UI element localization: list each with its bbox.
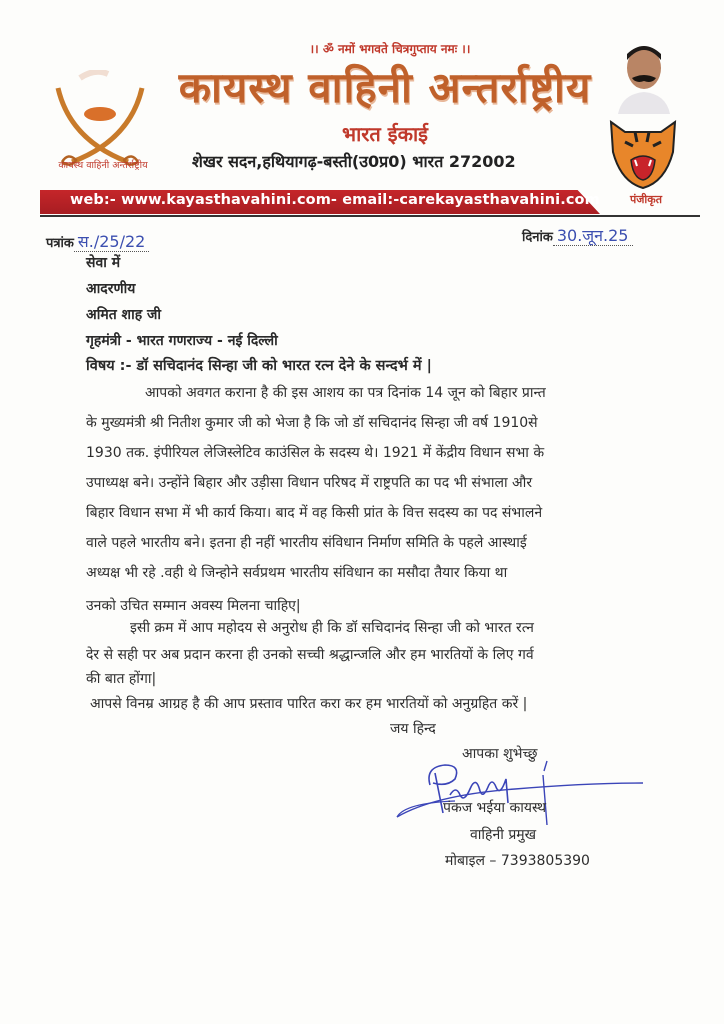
body-line: बिहार विधान सभा में भी कार्य किया। बाद में वह किसी प्रांत के वित्त सदस्य का पद संभालने bbox=[86, 505, 543, 521]
registered-label: पंजीकृत bbox=[630, 193, 662, 206]
org-unit: भारत ईकाई bbox=[342, 122, 428, 146]
body-line: उनको उचित सम्मान अवस्य मिलना चाहिए| bbox=[86, 598, 301, 614]
salutation: जय हिन्द bbox=[390, 721, 436, 737]
portrait-photo-icon bbox=[612, 38, 676, 114]
mantra: ।। ॐ नमों भगवते चित्रगुप्ताय नमः ।। bbox=[309, 42, 471, 56]
sender-name: पंकज भईया कायस्थ bbox=[443, 800, 547, 816]
letterhead bbox=[0, 0, 724, 225]
body-line: की बात होंगा| bbox=[86, 671, 157, 687]
org-title: कायस्थ वाहिनी अन्तर्राष्ट्रीय bbox=[178, 63, 592, 112]
body-line: अध्यक्ष भी रहे .वही थे जिन्होने सर्वप्रथम भारतीय संविधान का मसौदा तैयार किया था bbox=[86, 565, 508, 581]
body-line: देर से सही पर अब प्रदान करना ही उनको सच्ची श्रद्धान्जलि और हम भारतियों के लिए गर्व bbox=[86, 647, 534, 663]
letter-date bbox=[522, 224, 633, 246]
body-line: इसी क्रम में आप महोदय से अनुरोध ही कि डॉ सचिदानंद सिन्हा जी को भारत रत्न bbox=[130, 620, 534, 636]
sender-mobile: मोबाइल – 7393805390 bbox=[445, 853, 590, 869]
logo-caption: कायस्थ वाहिनी अन्तर्राष्ट्रीय bbox=[58, 160, 148, 171]
body-line: उपाध्यक्ष बने। उन्होंने बिहार और उड़ीसा विधान परिषद में राष्ट्रपति का पद भी संभाला और bbox=[86, 475, 533, 491]
tiger-emblem-icon bbox=[605, 112, 681, 190]
regards: आपका शुभेच्छु bbox=[462, 746, 538, 762]
body-line: के मुख्यमंत्री श्री नितीश कुमार जी को भेजा है कि जो डॉ सचिदानंद सिन्हा जी वर्ष 1910से bbox=[86, 415, 538, 431]
body-line: वाले पहले भारतीय बने। इतना ही नहीं भारतीय संविधान निर्माण समिति के पहले आस्थाई bbox=[86, 535, 527, 551]
reference-value: स./25/22 bbox=[74, 232, 149, 252]
recipient-line: अमित शाह जी bbox=[86, 307, 162, 323]
date-label: दिनांक bbox=[522, 230, 553, 245]
date-value: 30.जून.25 bbox=[553, 226, 633, 246]
header-divider bbox=[40, 215, 700, 217]
request-line: आपसे विनम्र आग्रह है की आप प्रस्ताव पारित करा कर हम भारतियों को अनुग्रहित करें | bbox=[90, 696, 528, 712]
recipient-line: गृहमंत्री - भारत गणराज्य - नई दिल्ली bbox=[86, 333, 278, 349]
org-address: शेखर सदन,हथियागढ़-बस्ती(उ0प्र0) भारत 272002 bbox=[192, 152, 516, 171]
recipient-line: आदरणीय bbox=[86, 281, 136, 297]
recipient-line: सेवा में bbox=[86, 255, 121, 271]
subject-line: विषय :- डॉ सचिदानंद सिन्हा जी को भारत रत्न देने के सन्दर्भ में | bbox=[86, 358, 432, 374]
body-line: आपको अवगत कराना है की इस आशय का पत्र दिनांक 14 जून को बिहार प्रान्त bbox=[145, 385, 546, 401]
contact-banner-text: web:- www.kayasthavahini.com- email:-carekayasthavahini.com bbox=[70, 192, 600, 208]
body-line: 1930 तक. इंपीरियल लेजिस्लेटिव काउंसिल के सदस्य थे। 1921 में केंद्रीय विधान सभा के bbox=[86, 445, 545, 461]
reference-label: पत्रांक bbox=[46, 236, 74, 251]
reference-number bbox=[46, 230, 149, 252]
sender-designation: वाहिनी प्रमुख bbox=[470, 827, 537, 843]
